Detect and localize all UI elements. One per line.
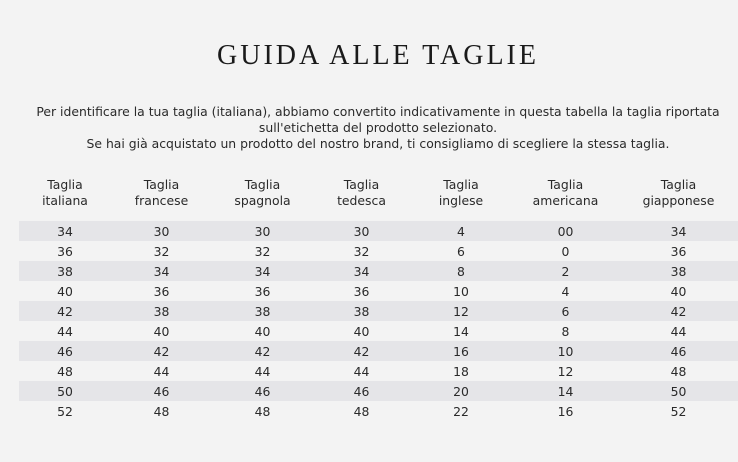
table-cell: 44 xyxy=(212,361,313,381)
table-row xyxy=(19,221,738,241)
page-title: GUIDA ALLE TAGLIE xyxy=(217,40,539,71)
table-row xyxy=(19,321,738,341)
table-cell: 42 xyxy=(619,301,738,321)
table-cell: 36 xyxy=(111,281,212,301)
table-cell: 48 xyxy=(619,361,738,381)
table-row xyxy=(19,241,738,261)
table-cell: 34 xyxy=(19,221,111,241)
column-header xyxy=(512,174,619,221)
table-cell: 6 xyxy=(512,301,619,321)
table-cell: 44 xyxy=(19,321,111,341)
table-cell: 10 xyxy=(512,341,619,361)
table-cell: 34 xyxy=(212,261,313,281)
column-header-line: Taglia xyxy=(47,177,83,192)
table-cell: 34 xyxy=(619,221,738,241)
table-cell: 36 xyxy=(313,281,410,301)
table-row xyxy=(19,261,738,281)
table-cell: 50 xyxy=(19,381,111,401)
table-cell: 44 xyxy=(313,361,410,381)
column-header-line: spagnola xyxy=(234,193,291,208)
table-cell: 8 xyxy=(512,321,619,341)
table-cell: 42 xyxy=(212,341,313,361)
column-header-line: Taglia xyxy=(660,177,697,192)
table-cell: 46 xyxy=(619,341,738,361)
table-cell: 50 xyxy=(619,381,738,401)
table-cell: 30 xyxy=(313,221,410,241)
column-header-line: Taglia xyxy=(443,177,479,192)
table-row xyxy=(19,341,738,361)
table-cell: 52 xyxy=(619,401,738,421)
table-cell: 48 xyxy=(313,401,410,421)
table-cell: 52 xyxy=(19,401,111,421)
table-row xyxy=(19,401,738,421)
column-header-line: inglese xyxy=(438,193,484,208)
table-cell: 40 xyxy=(212,321,313,341)
table-cell: 40 xyxy=(111,321,212,341)
column-header-line: americana xyxy=(532,193,599,208)
table-cell: 4 xyxy=(512,281,619,301)
intro-line: Se hai già acquistato un prodotto del nostro brand, ti consigliamo di scegliere la stessa taglia. xyxy=(86,136,670,151)
column-header xyxy=(410,174,512,221)
table-cell: 40 xyxy=(619,281,738,301)
column-header xyxy=(619,174,738,221)
column-header xyxy=(313,174,410,221)
table-cell: 44 xyxy=(111,361,212,381)
column-header-line: tedesca xyxy=(337,193,386,208)
table-cell: 00 xyxy=(512,221,619,241)
table-cell: 32 xyxy=(111,241,212,261)
size-table xyxy=(19,174,738,421)
table-cell: 48 xyxy=(19,361,111,381)
table-cell: 42 xyxy=(19,301,111,321)
table-cell: 2 xyxy=(512,261,619,281)
table-cell: 36 xyxy=(212,281,313,301)
table-cell: 36 xyxy=(619,241,738,261)
table-cell: 4 xyxy=(410,221,512,241)
table-cell: 34 xyxy=(313,261,410,281)
table-row xyxy=(19,381,738,401)
table-cell: 48 xyxy=(212,401,313,421)
table-cell: 16 xyxy=(512,401,619,421)
table-cell: 18 xyxy=(410,361,512,381)
column-header-line: francese xyxy=(134,193,189,208)
table-cell: 14 xyxy=(512,381,619,401)
column-header-line: Taglia xyxy=(343,177,380,192)
table-cell: 38 xyxy=(619,261,738,281)
table-cell: 40 xyxy=(313,321,410,341)
table-cell: 16 xyxy=(410,341,512,361)
table-cell: 48 xyxy=(111,401,212,421)
table-cell: 8 xyxy=(410,261,512,281)
table-cell: 32 xyxy=(313,241,410,261)
table-cell: 42 xyxy=(111,341,212,361)
table-cell: 40 xyxy=(19,281,111,301)
table-cell: 38 xyxy=(19,261,111,281)
table-cell: 46 xyxy=(212,381,313,401)
table-cell: 38 xyxy=(111,301,212,321)
table-cell: 46 xyxy=(111,381,212,401)
column-header-line: giapponese xyxy=(642,193,715,208)
table-cell: 10 xyxy=(410,281,512,301)
table-cell: 0 xyxy=(512,241,619,261)
table-row xyxy=(19,361,738,381)
table-cell: 34 xyxy=(111,261,212,281)
table-cell: 44 xyxy=(619,321,738,341)
table-row xyxy=(19,301,738,321)
column-header-line: Taglia xyxy=(547,177,584,192)
table-row xyxy=(19,281,738,301)
table-cell: 32 xyxy=(212,241,313,261)
column-header xyxy=(19,174,111,221)
column-header-line: Taglia xyxy=(143,177,180,192)
table-cell: 38 xyxy=(212,301,313,321)
size-table-body xyxy=(19,221,738,421)
table-cell: 20 xyxy=(410,381,512,401)
column-header xyxy=(111,174,212,221)
table-cell: 36 xyxy=(19,241,111,261)
table-cell: 14 xyxy=(410,321,512,341)
table-cell: 38 xyxy=(313,301,410,321)
table-cell: 30 xyxy=(111,221,212,241)
table-cell: 22 xyxy=(410,401,512,421)
column-header-line: italiana xyxy=(42,193,88,208)
size-table-header xyxy=(19,174,738,221)
intro-text xyxy=(0,104,738,152)
table-cell: 30 xyxy=(212,221,313,241)
column-header-line: Taglia xyxy=(244,177,281,192)
table-cell: 42 xyxy=(313,341,410,361)
column-header xyxy=(212,174,313,221)
table-cell: 46 xyxy=(19,341,111,361)
table-cell: 6 xyxy=(410,241,512,261)
table-cell: 12 xyxy=(512,361,619,381)
intro-line: Per identificare la tua taglia (italiana), abbiamo convertito indicativamente in questa tabella la taglia riportata xyxy=(36,104,720,119)
table-cell: 12 xyxy=(410,301,512,321)
table-cell: 46 xyxy=(313,381,410,401)
header-row xyxy=(19,174,738,221)
intro-line: sull'etichetta del prodotto selezionato. xyxy=(258,120,498,135)
